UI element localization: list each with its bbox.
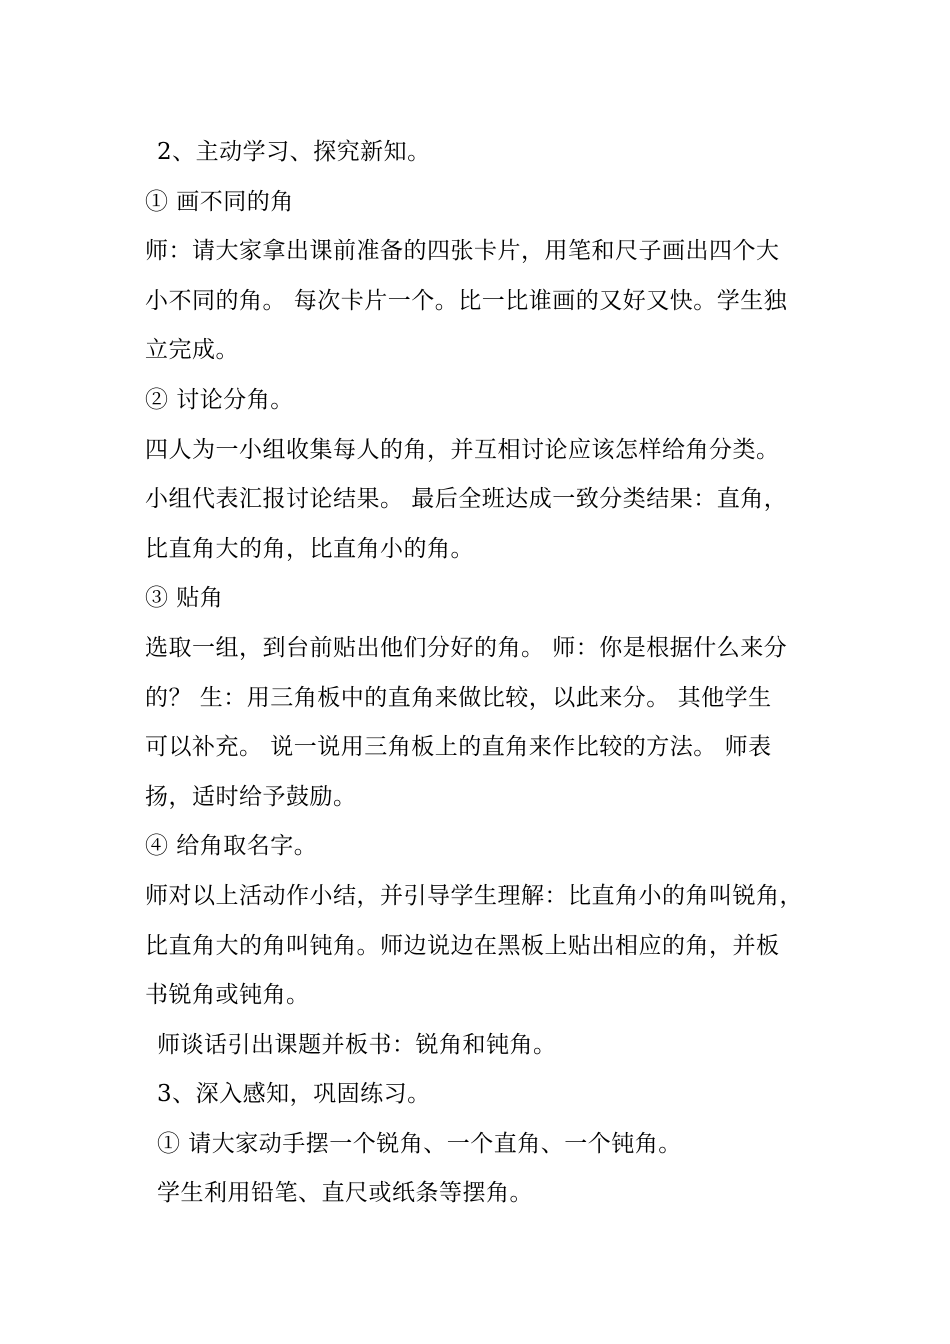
- paragraph-line: 立完成。: [145, 337, 239, 364]
- subsection-heading-1: ① 画不同的角: [145, 188, 294, 215]
- paragraph-line: 四人为一小组收集每人的角，并互相讨论应该怎样给角分类。: [145, 436, 780, 463]
- document-body: [145, 128, 815, 1219]
- paragraph-line: 小组代表汇报讨论结果。 最后全班达成一致分类结果：直角，: [145, 486, 788, 513]
- paragraph-line: 师谈话引出课题并板书：锐角和钝角。: [157, 1031, 557, 1058]
- paragraph-line: 师对以上活动作小结，并引导学生理解：比直角小的角叫锐角，: [145, 882, 803, 909]
- paragraph-line: 师：请大家拿出课前准备的四张卡片，用笔和尺子画出四个大: [145, 238, 780, 265]
- paragraph-line: 书锐角或钝角。: [145, 982, 310, 1009]
- paragraph-line: 选取一组，到台前贴出他们分好的角。 师：你是根据什么来分: [145, 634, 788, 661]
- section-heading-2: 2、主动学习、探究新知。: [157, 139, 431, 165]
- paragraph-line: 可以补充。 说一说用三角板上的直角来作比较的方法。 师表: [145, 734, 772, 761]
- paragraph-line: 扬，适时给予鼓励。: [145, 783, 357, 810]
- subsection-heading-1: ① 请大家动手摆一个锐角、一个直角、一个钝角。: [157, 1130, 682, 1157]
- section-heading-3: 3、深入感知，巩固练习。: [157, 1081, 431, 1108]
- paragraph-line: 小不同的角。 每次卡片一个。比一比谁画的又好又快。学生独: [145, 287, 788, 314]
- paragraph-line: 比直角大的角叫钝角。师边说边在黑板上贴出相应的角，并板: [145, 932, 780, 959]
- subsection-heading-4: ④ 给角取名字。: [145, 833, 318, 860]
- paragraph-line: 学生利用铅笔、直尺或纸条等摆角。: [157, 1180, 533, 1207]
- subsection-heading-2: ② 讨论分角。: [145, 386, 294, 413]
- paragraph-line: 比直角大的角，比直角小的角。: [145, 535, 474, 562]
- subsection-heading-3: ③ 贴角: [145, 585, 224, 612]
- paragraph-line: 的？ 生：用三角板中的直角来做比较，以此来分。 其他学生: [145, 684, 772, 711]
